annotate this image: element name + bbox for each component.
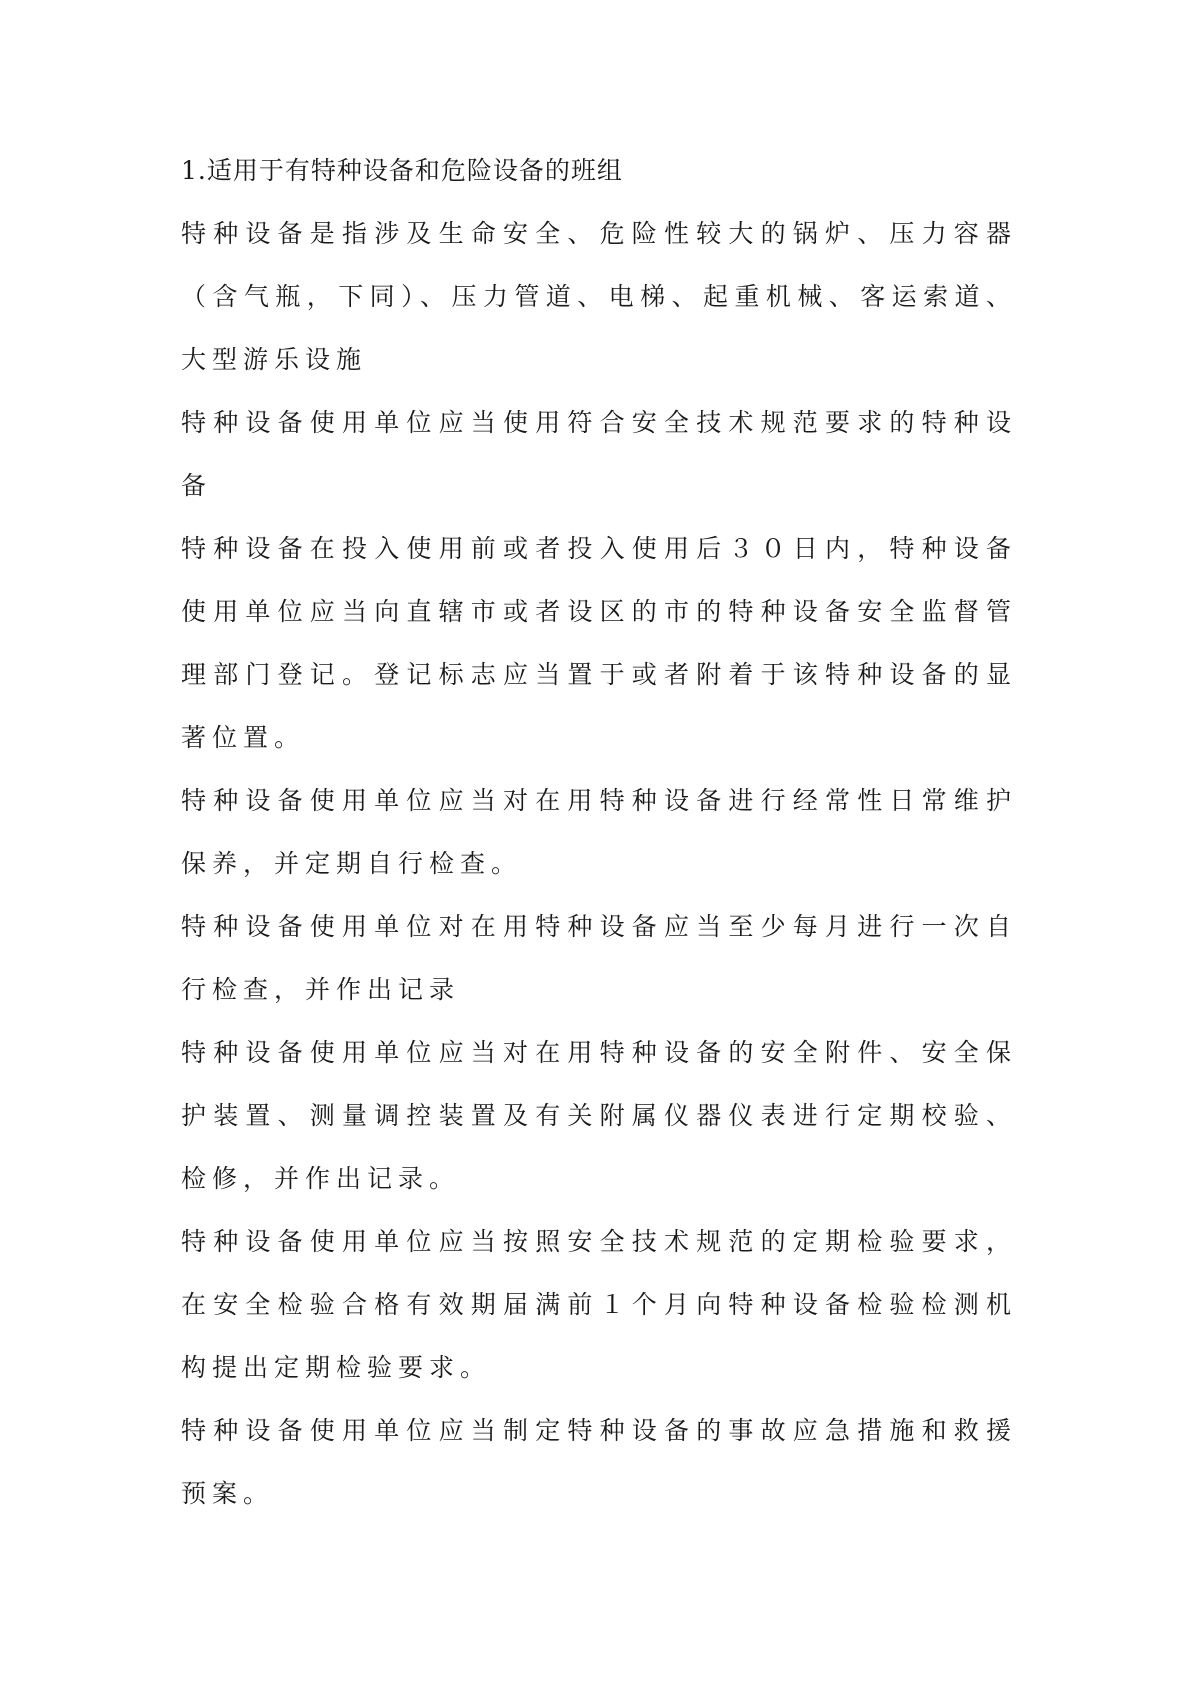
paragraph-periodic-inspection: 特种设备使用单位应当按照安全技术规范的定期检验要求，在安全检验合格有效期届满前１个月向特种设备检验检测机构提出定期检验要求。 [181, 1227, 1017, 1382]
paragraph-maintenance: 特种设备使用单位应当对在用特种设备进行经常性日常维护保养，并定期自行检查。 [181, 786, 1017, 878]
paragraph-emergency-plan: 特种设备使用单位应当制定特种设备的事故应急措施和救援预案。 [181, 1416, 1017, 1508]
section-heading: 1.适用于有特种设备和危险设备的班组 [181, 156, 623, 185]
paragraph-registration: 特种设备在投入使用前或者投入使用后３０日内，特种设备使用单位应当向直辖市或者设区的市的特种设备安全监督管理部门登记。登记标志应当置于或者附着于该特种设备的显著位置。 [181, 534, 1017, 752]
paragraph-calibration: 特种设备使用单位应当对在用特种设备的安全附件、安全保护装置、测量调控装置及有关附属仪器仪表进行定期校验、检修，并作出记录。 [181, 1038, 1017, 1193]
document-body [181, 139, 1017, 1525]
paragraph-monthly-check: 特种设备使用单位对在用特种设备应当至少每月进行一次自行检查，并作出记录 [181, 912, 1017, 1004]
paragraph-compliance: 特种设备使用单位应当使用符合安全技术规范要求的特种设备 [181, 408, 1017, 500]
paragraph-definition: 特种设备是指涉及生命安全、危险性较大的锅炉、压力容器（含气瓶，下同）、压力管道、电梯、起重机械、客运索道、大型游乐设施 [181, 219, 1017, 374]
